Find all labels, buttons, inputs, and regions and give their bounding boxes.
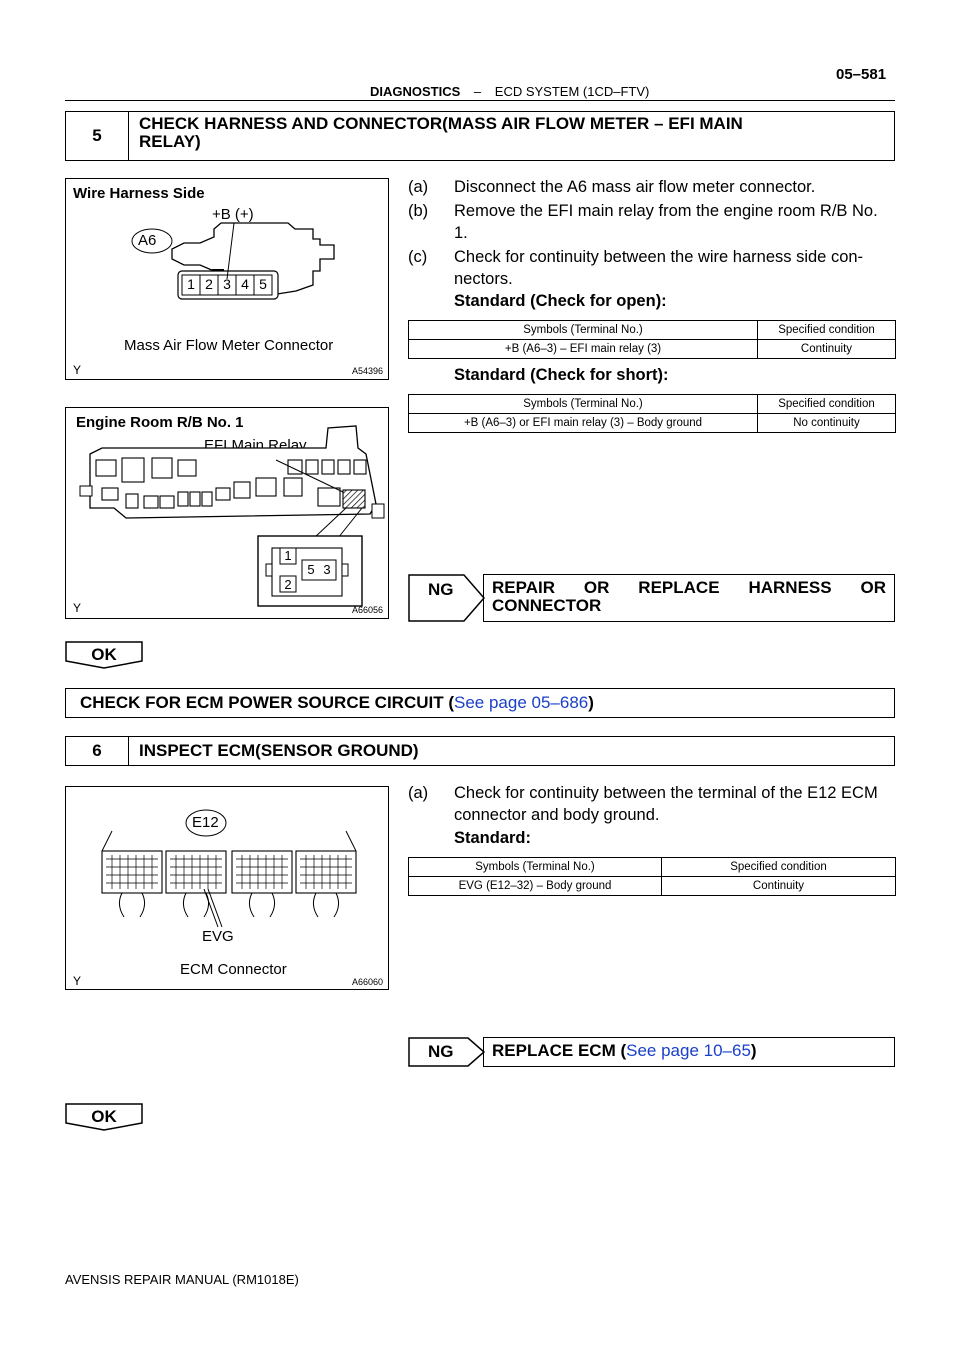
figure-code: A66060	[352, 977, 384, 987]
header-dash: –	[473, 84, 482, 99]
table-row	[409, 340, 896, 359]
table-cell: EVG (E12–32) – Body ground	[409, 877, 662, 896]
instruction-label: (c)	[408, 248, 428, 266]
table-check-short	[408, 394, 896, 433]
see-page-link[interactable]: See page 05–686	[454, 693, 589, 712]
step-title: INSPECT ECM(SENSOR GROUND)	[139, 741, 419, 760]
instruction-a	[408, 176, 896, 200]
figure-code: A66056	[352, 605, 384, 615]
table-cell: +B (A6–3) or EFI main relay (3) – Body ground	[409, 414, 758, 433]
standard-short-label: Standard (Check for short):	[454, 366, 669, 384]
pin-number: 1	[187, 276, 195, 292]
table-header-row	[409, 395, 896, 414]
running-header	[370, 84, 649, 99]
table-header: Specified condition	[662, 858, 896, 877]
ng-label: NG	[428, 580, 454, 599]
table-header-row	[409, 321, 896, 340]
table-header: Specified condition	[758, 395, 896, 414]
figure-engine-room-rb	[65, 407, 389, 619]
ng-action-line-2: CONNECTOR	[492, 596, 602, 615]
instruction-label: (a)	[408, 784, 429, 802]
instruction-line-1: Remove the EFI main relay from the engine room R/B No.	[454, 202, 878, 220]
step-title-line-1: CHECK HARNESS AND CONNECTOR(MASS AIR FLOW METER – EFI MAIN	[139, 114, 743, 133]
pin-number: 3	[223, 276, 231, 292]
pin-label: +B (+)	[212, 206, 254, 223]
instruction-line-1: Check for continuity between the wire harness side con-	[454, 248, 864, 266]
step-5-title-box	[65, 111, 895, 161]
banner-close: )	[588, 693, 594, 712]
instruction-line-1: Check for continuity between the terminal of the E12 ECM	[454, 784, 878, 802]
table-header: Symbols (Terminal No.)	[409, 395, 758, 414]
instruction-text: Disconnect the A6 mass air flow meter connector.	[454, 178, 816, 196]
terminal-label: EVG	[202, 928, 234, 945]
relay-label: EFI Main Relay	[204, 437, 307, 454]
relay-pin-5: 5	[307, 562, 315, 577]
figure-mass-air-flow-connector	[65, 178, 389, 380]
corner-mark: Y	[73, 601, 82, 615]
table-row	[409, 877, 896, 896]
pin-number: 4	[241, 276, 249, 292]
header-rule	[65, 100, 895, 101]
table-cell: Continuity	[662, 877, 896, 896]
table-row	[409, 414, 896, 433]
connector-id-a6: A6	[138, 232, 157, 249]
table-cell: No continuity	[758, 414, 896, 433]
table-header-row	[409, 858, 896, 877]
relay-pin-2: 2	[284, 577, 292, 592]
figure-heading: Wire Harness Side	[73, 185, 205, 202]
pin-number: 5	[259, 276, 267, 292]
ok-label: OK	[91, 1107, 117, 1126]
relay-box-drawing	[66, 408, 390, 620]
instruction-label: (a)	[408, 178, 429, 196]
ecm-power-source-banner	[65, 688, 895, 718]
banner-text: CHECK FOR ECM POWER SOURCE CIRCUIT (	[80, 693, 454, 712]
step-number: 6	[66, 737, 129, 765]
ng-label: NG	[428, 1042, 454, 1061]
table-header: Specified condition	[758, 321, 896, 340]
figure-code: A54396	[352, 366, 384, 376]
instruction-label: (b)	[408, 202, 429, 220]
table-header: Symbols (Terminal No.)	[409, 321, 758, 340]
relay-pin-3: 3	[323, 562, 331, 577]
header-subsection: ECD SYSTEM (1CD–FTV)	[494, 84, 650, 99]
corner-mark: Y	[73, 974, 82, 988]
ng-action-line-1: REPAIR OR REPLACE HARNESS OR	[492, 578, 886, 597]
instruction-line-2: connector and body ground.	[454, 806, 660, 824]
header-section: DIAGNOSTICS	[370, 84, 461, 99]
instruction-b	[408, 200, 896, 248]
ng-action-box	[483, 1037, 895, 1067]
instruction-text	[454, 200, 896, 244]
instruction-text	[454, 246, 896, 290]
connector-id-e12: E12	[192, 814, 219, 831]
pin-numbers	[182, 276, 272, 292]
ng-action-box	[483, 574, 895, 622]
step-title-line-2: RELAY)	[139, 132, 201, 151]
see-page-link[interactable]: See page 10–65	[626, 1041, 751, 1060]
step-number: 5	[66, 112, 129, 160]
standard-label: Standard:	[454, 829, 532, 847]
ok-label: OK	[91, 645, 117, 664]
page-number: 05–581	[836, 66, 887, 83]
relay-pin-1: 1	[284, 548, 292, 563]
instruction-text	[454, 782, 896, 826]
instruction-a	[408, 782, 896, 830]
table-cell: +B (A6–3) – EFI main relay (3)	[409, 340, 758, 359]
ng-action-text: REPLACE ECM (	[492, 1041, 627, 1060]
footer-manual-title: AVENSIS REPAIR MANUAL (RM1018E)	[65, 1272, 299, 1287]
instruction-c	[408, 246, 896, 294]
figure-heading: Engine Room R/B No. 1	[76, 414, 244, 431]
table-cell: Continuity	[758, 340, 896, 359]
step-title	[129, 112, 753, 160]
instruction-line-2: nectors.	[454, 270, 513, 288]
step-6-title-box	[65, 736, 895, 766]
corner-mark: Y	[73, 363, 82, 377]
table-check-open	[408, 320, 896, 359]
instruction-line-2: 1.	[454, 224, 468, 242]
pin-number: 2	[205, 276, 213, 292]
figure-caption: Mass Air Flow Meter Connector	[124, 337, 334, 354]
figure-caption: ECM Connector	[180, 961, 287, 978]
table-ecm-ground	[408, 857, 896, 896]
figure-ecm-connector	[65, 786, 389, 990]
table-header: Symbols (Terminal No.)	[409, 858, 662, 877]
standard-open-label: Standard (Check for open):	[454, 292, 667, 310]
ng-action-close: )	[750, 1041, 757, 1060]
